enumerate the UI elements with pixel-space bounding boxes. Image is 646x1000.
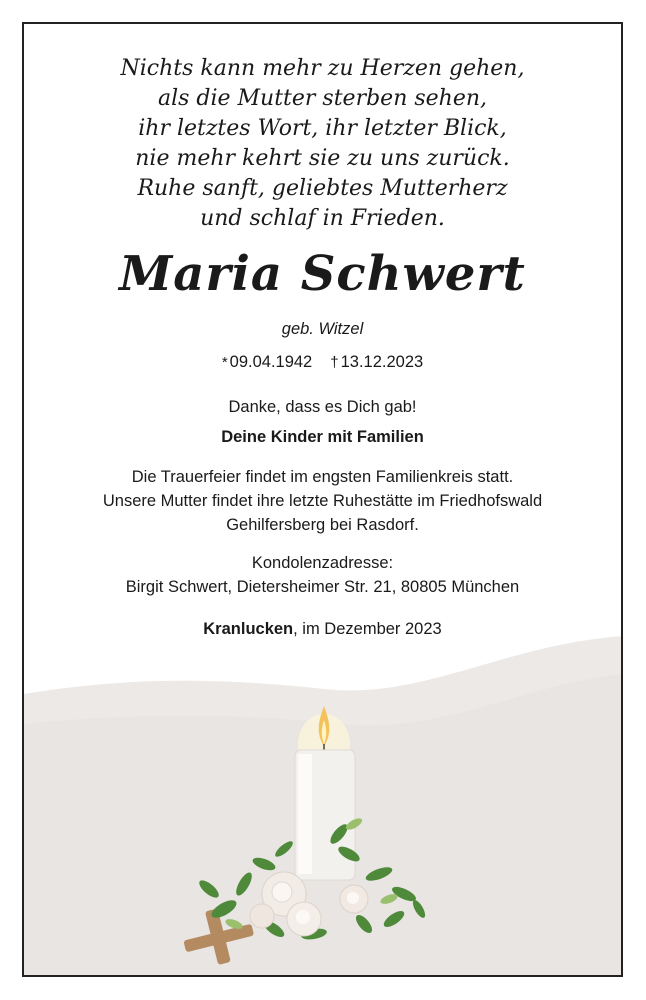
birth-symbol: * bbox=[221, 354, 228, 371]
poem-line: nie mehr kehrt sie zu uns zurück. bbox=[135, 146, 510, 171]
death-date: 13.12.2023 bbox=[340, 353, 424, 371]
birth-name: geb. Witzel bbox=[281, 320, 364, 338]
poem bbox=[24, 54, 621, 234]
deceased-name: Maria Schwert bbox=[119, 246, 526, 302]
thanks-line: Danke, dass es Dich gab! bbox=[228, 398, 417, 416]
condolence-address bbox=[24, 551, 621, 599]
ceremony-info bbox=[24, 465, 621, 537]
candle-flower-image bbox=[164, 684, 464, 977]
poem-line: Nichts kann mehr zu Herzen gehen, bbox=[120, 56, 525, 81]
place-name: Kranlucken bbox=[203, 620, 294, 638]
death-cross-icon: † bbox=[330, 354, 339, 371]
birth-date: 09.04.1942 bbox=[229, 353, 313, 371]
ceremony-line: Die Trauerfeier findet im engsten Familienkreis statt. bbox=[131, 468, 514, 486]
roses-icon bbox=[250, 872, 368, 936]
condolence-address-line: Birgit Schwert, Dietersheimer Str. 21, 80805 München bbox=[125, 578, 520, 596]
obituary-frame bbox=[22, 22, 623, 977]
life-dates bbox=[24, 350, 621, 375]
poem-line: und schlaf in Frieden. bbox=[200, 206, 445, 231]
ceremony-line: Unsere Mutter findet ihre letzte Ruhestätte im Friedhofswald bbox=[102, 492, 543, 510]
place-date-text: , im Dezember 2023 bbox=[293, 620, 442, 638]
signed-by: Deine Kinder mit Familien bbox=[221, 428, 424, 446]
ceremony-line: Gehilfersberg bei Rasdorf. bbox=[226, 516, 419, 534]
poem-line: Ruhe sanft, geliebtes Mutterherz bbox=[137, 176, 508, 201]
condolence-label: Kondolenzadresse: bbox=[251, 554, 394, 572]
poem-line: ihr letztes Wort, ihr letzter Blick, bbox=[138, 116, 507, 141]
place-date bbox=[24, 617, 621, 641]
poem-line: als die Mutter sterben sehen, bbox=[157, 86, 488, 111]
